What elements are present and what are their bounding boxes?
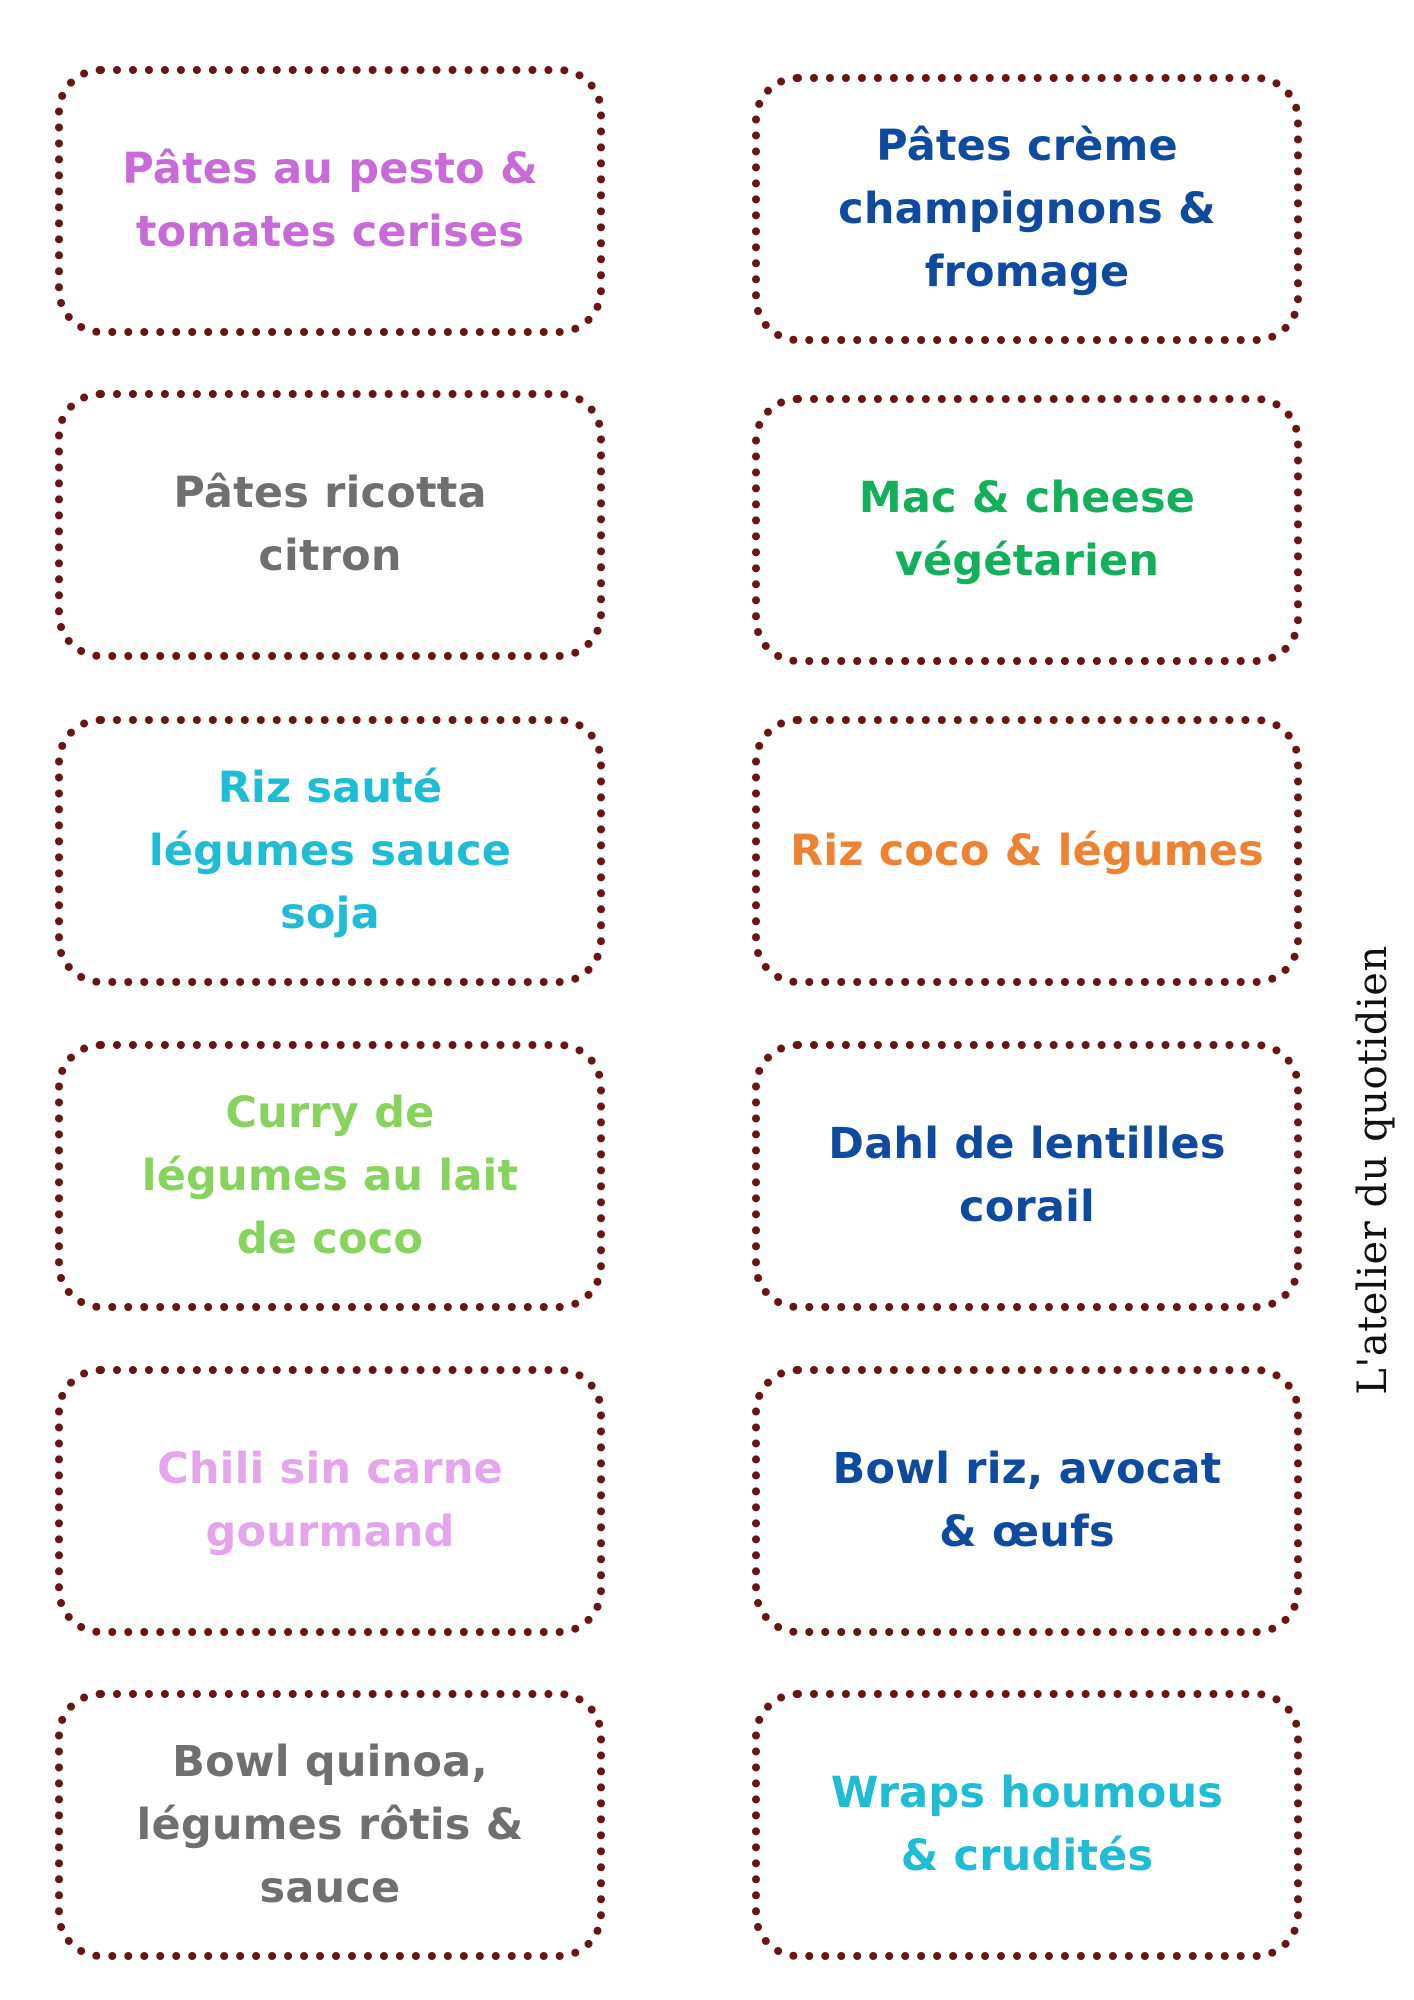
meal-card-pates-ricotta (55, 390, 605, 660)
meal-label: Dahl de lentilles corail (828, 1119, 1226, 1232)
meal-card-mac-cheese (752, 395, 1302, 665)
meal-card-pates-creme (752, 74, 1302, 344)
meal-label: Curry de légumes au lait de coco (141, 1087, 519, 1264)
meal-label: Wraps houmous & crudités (830, 1768, 1224, 1881)
meal-label: Pâtes ricotta citron (173, 468, 487, 581)
meal-label: Pâtes au pesto & tomates cerises (122, 144, 538, 257)
meal-card-chili (55, 1366, 605, 1636)
brand-watermark: L'atelier du quotidien (1350, 945, 1396, 1395)
meal-label: Bowl riz, avocat & œufs (832, 1444, 1222, 1557)
meal-card-wraps (752, 1690, 1302, 1960)
meal-card-riz-coco (752, 716, 1302, 986)
meal-label: Bowl quinoa, légumes rôtis & sauce (136, 1736, 524, 1913)
meal-card-pates-pesto (55, 66, 605, 336)
meal-card-bowl-riz (752, 1366, 1302, 1636)
meal-card-bowl-quinoa (55, 1690, 605, 1960)
meal-label: Pâtes crème champignons & fromage (838, 120, 1216, 297)
meal-card-dahl (752, 1041, 1302, 1311)
meal-card-curry (55, 1041, 605, 1311)
meal-label: Riz sauté légumes sauce soja (148, 762, 512, 939)
meal-label: Riz coco & légumes (790, 825, 1264, 876)
meal-card-riz-saute (55, 716, 605, 986)
meal-label: Chili sin carne gourmand (157, 1444, 503, 1557)
meal-label: Mac & cheese végétarien (858, 473, 1196, 586)
